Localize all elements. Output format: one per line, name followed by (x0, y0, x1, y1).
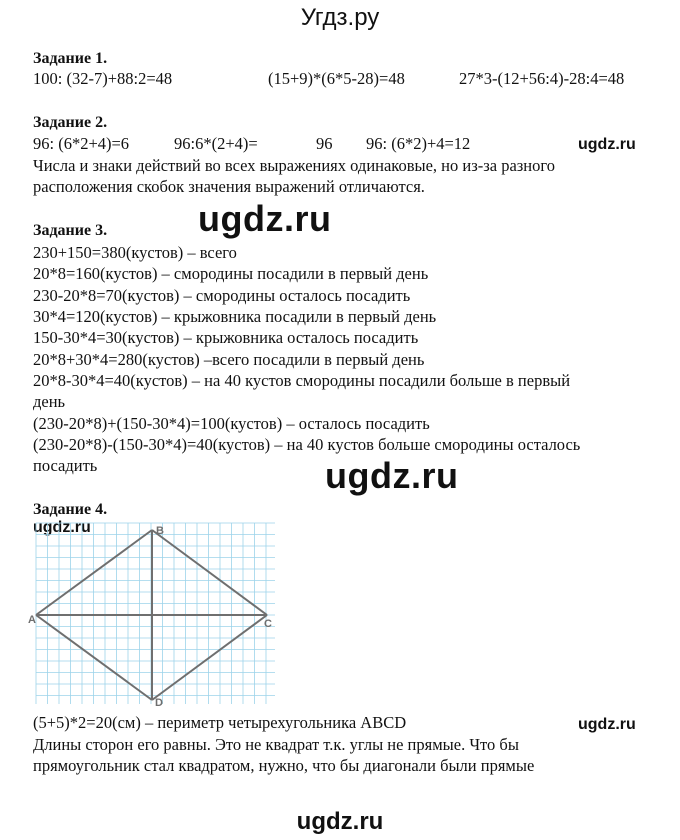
watermark: ugdz.ru (578, 716, 636, 733)
task4-line-3: прямоугольник стал квадратом, нужно, что бы диагонали были прямые (33, 756, 535, 775)
task3-line-8: день (33, 392, 66, 411)
task1-expression-2: (15+9)*(6*5-28)=48 (268, 69, 405, 88)
task1-expression-3: 27*3-(12+56:4)-28:4=48 (459, 69, 625, 88)
task4-heading: Задание 4. (33, 501, 108, 518)
task2-heading: Задание 2. (33, 114, 108, 131)
task2-text-line-1: Числа и знаки действий во всех выражениях одинаковые, но из-за разного (33, 156, 555, 175)
watermark: ugdz.ru (33, 519, 91, 536)
watermark: ugdz.ru (578, 136, 636, 153)
side-da (36, 615, 152, 700)
watermark: ugdz.ru (198, 198, 332, 239)
watermark: ugdz.ru (296, 808, 384, 835)
task3-line-7: 20*8-30*4=40(кустов) – на 40 кустов смородины посадили больше в первый (33, 371, 571, 390)
task3-line-1: 230+150=380(кустов) – всего (33, 243, 237, 262)
side-ab (36, 530, 152, 615)
watermark: ugdz.ru (325, 455, 459, 496)
task2-expression-2: 96:6*(2+4)= (174, 134, 258, 153)
task2-expression-3: 96 (316, 134, 333, 153)
task3-line-11: посадить (33, 456, 98, 475)
vertex-label-c: C (264, 618, 272, 630)
task1-heading: Задание 1. (33, 50, 108, 67)
vertex-label-b: B (156, 525, 164, 537)
side-cd (152, 615, 267, 700)
task1-expression-1: 100: (32-7)+88:2=48 (33, 69, 173, 88)
task3-line-2: 20*8=160(кустов) – смородины посадили в первый день (33, 264, 429, 283)
task2-text-line-2: расположения скобок значения выражений отличаются. (33, 177, 425, 196)
task3-line-4: 30*4=120(кустов) – крыжовника посадили в первый день (33, 307, 437, 326)
task3-line-10: (230-20*8)-(150-30*4)=40(кустов) – на 40 кустов больше смородины осталось (33, 435, 581, 454)
task4-line-1: (5+5)*2=20(см) – периметр четырехугольника ABCD (33, 713, 407, 732)
task3-heading: Задание 3. (33, 222, 108, 239)
task3-line-6: 20*8+30*4=280(кустов) –всего посадили в первый день (33, 350, 425, 369)
task2-expression-4: 96: (6*2)+4=12 (366, 134, 471, 153)
task2-expression-1: 96: (6*2+4)=6 (33, 134, 130, 153)
task3-line-3: 230-20*8=70(кустов) – смородины осталось посадить (33, 286, 411, 305)
side-bc (152, 530, 267, 615)
vertex-label-a: A (28, 614, 36, 626)
grid (36, 523, 275, 704)
site-title: Угдз.ру (300, 4, 380, 31)
rhombus-figure (27, 520, 285, 710)
task4-line-2: Длины сторон его равны. Это не квадрат т.к. углы не прямые. Что бы (33, 735, 519, 754)
task3-line-9: (230-20*8)+(150-30*4)=100(кустов) – осталось посадить (33, 414, 430, 433)
vertex-label-d: D (155, 697, 163, 709)
task3-line-5: 150-30*4=30(кустов) – крыжовника осталось посадить (33, 328, 419, 347)
